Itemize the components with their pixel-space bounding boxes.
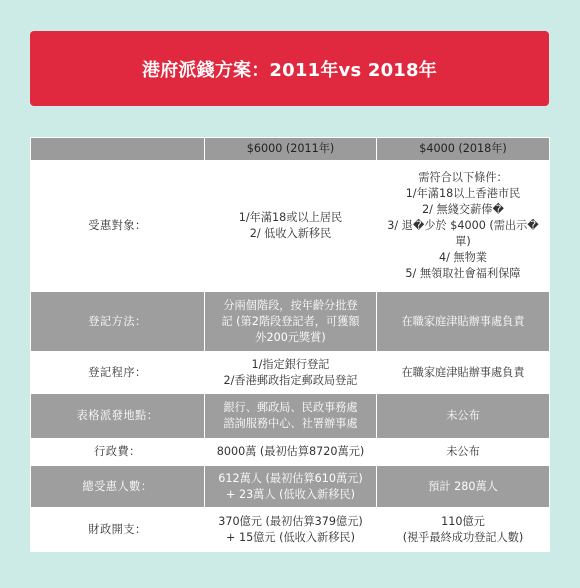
cell-2018 bbox=[377, 161, 550, 292]
cell-2018 bbox=[377, 394, 550, 439]
cell-line: 未公布 bbox=[446, 445, 480, 458]
cell-2018 bbox=[377, 352, 550, 394]
row-label: 行政費： bbox=[31, 439, 205, 466]
cell-2011 bbox=[205, 161, 377, 292]
cell-line: 4/ 無物業 bbox=[438, 251, 487, 264]
cell-2018 bbox=[377, 439, 550, 466]
cell-line: 在職家庭津貼辦事處負責 bbox=[401, 314, 525, 328]
cell-line: 1/年滿18以上香港市民 bbox=[405, 187, 521, 200]
cell-line: 預計 280萬人 bbox=[428, 479, 498, 493]
cell-line: 記 (第2階段登記者，可獲額 bbox=[221, 314, 360, 328]
table-row bbox=[31, 439, 550, 466]
cell-line: + 15億元 (低收入新移民) bbox=[226, 530, 355, 544]
table-row bbox=[31, 352, 550, 394]
row-label: 表格派發地點： bbox=[31, 394, 205, 439]
cell-2011 bbox=[205, 292, 377, 352]
header-2011: $6000 (2011年) bbox=[205, 138, 377, 161]
cell-line: 單) bbox=[455, 235, 471, 248]
cell-line: 3/ 退�少於 $4000 (需出示� bbox=[387, 219, 539, 232]
cell-line: 1/年滿18或以上居民 bbox=[238, 211, 343, 224]
row-label: 財政開支： bbox=[31, 508, 205, 552]
cell-line: 2/香港郵政指定郵政局登記 bbox=[223, 373, 358, 387]
header-2018: $4000 (2018年) bbox=[377, 138, 550, 161]
table-row bbox=[31, 394, 550, 439]
table-header-row bbox=[31, 138, 550, 161]
cell-2011 bbox=[205, 394, 377, 439]
cell-line: 銀行、郵政局、民政事務處 bbox=[223, 401, 358, 414]
cell-line: 未公布 bbox=[446, 409, 480, 422]
cell-2018 bbox=[377, 466, 550, 508]
cell-2011 bbox=[205, 352, 377, 394]
cell-line: 諮詢服務中心、社署辦事處 bbox=[223, 417, 358, 430]
comparison-table bbox=[30, 137, 550, 552]
cell-line: 110億元 bbox=[441, 514, 485, 528]
page-title: 港府派錢方案：2011年vs 2018年 bbox=[30, 31, 549, 106]
row-label: 登記方法： bbox=[31, 292, 205, 352]
cell-line: 370億元 (最初估算379億元) bbox=[218, 514, 363, 528]
cell-line: 需符合以下條件： bbox=[418, 171, 508, 184]
table-row bbox=[31, 161, 550, 292]
table-row bbox=[31, 292, 550, 352]
cell-line: 5/ 無領取社會福利保障 bbox=[405, 267, 521, 280]
cell-line: 612萬人 (最初估算610萬元) bbox=[218, 471, 363, 485]
cell-line: 2/ 無綫交薪俸� bbox=[422, 203, 504, 216]
cell-line: 在職家庭津貼辦事處負責 bbox=[401, 365, 525, 379]
table-row bbox=[31, 466, 550, 508]
cell-line: 外200元獎賞) bbox=[255, 330, 326, 344]
row-label: 總受惠人數： bbox=[31, 466, 205, 508]
cell-line: 2/ 低收入新移民 bbox=[249, 227, 332, 240]
cell-line: (視乎最終成功登記人數) bbox=[402, 530, 524, 544]
cell-2018 bbox=[377, 508, 550, 552]
table-row bbox=[31, 508, 550, 552]
row-label: 受惠對象： bbox=[31, 161, 205, 292]
cell-2011 bbox=[205, 439, 377, 466]
cell-line: 分兩個階段，按年齡分批登 bbox=[223, 298, 358, 312]
cell-line: 8000萬 (最初估算8720萬元) bbox=[216, 445, 365, 458]
header-blank bbox=[31, 138, 205, 161]
cell-line: + 23萬人 (低收入新移民) bbox=[226, 487, 355, 501]
cell-2011 bbox=[205, 508, 377, 552]
cell-line: 1/指定銀行登記 bbox=[251, 357, 330, 371]
row-label: 登記程序： bbox=[31, 352, 205, 394]
cell-2011 bbox=[205, 466, 377, 508]
cell-2018 bbox=[377, 292, 550, 352]
